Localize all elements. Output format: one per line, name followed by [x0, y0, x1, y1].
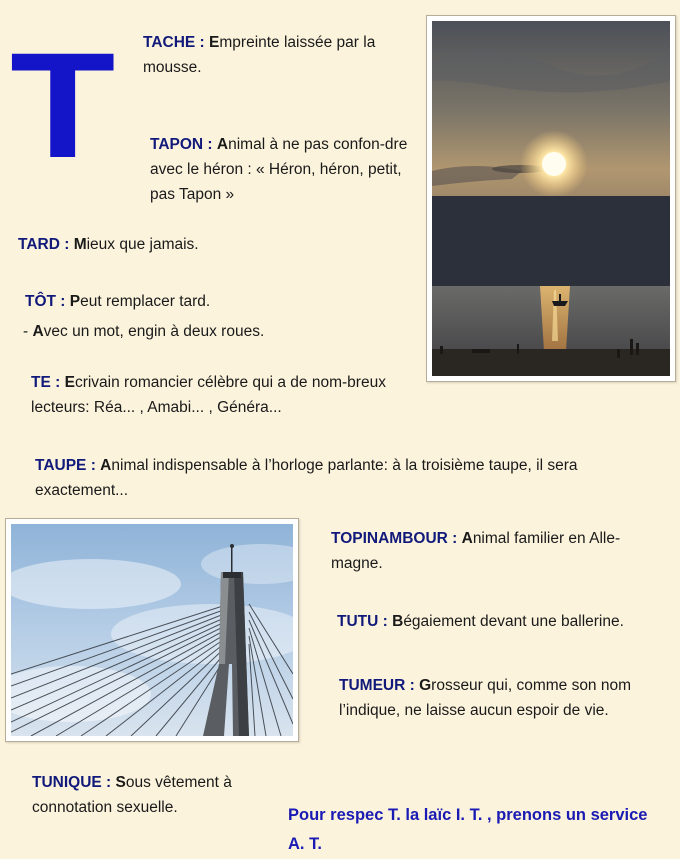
entry-tunique: [32, 770, 257, 820]
entry-first-letter: A: [461, 530, 473, 547]
sunset-photo: [426, 15, 676, 382]
entry-te: [31, 370, 386, 420]
entry-first-letter: G: [419, 677, 432, 694]
entry-definition: rosseur qui, comme son nom l’indique, ne laisse aucun espoir de vie.: [339, 677, 632, 719]
entry-definition: mpreinte laissée par la mousse.: [143, 34, 376, 76]
entry-tapon: [150, 132, 418, 207]
entry-first-letter: A: [100, 457, 112, 474]
entry-definition: ieux que jamais.: [86, 236, 199, 253]
entry-tache: [143, 30, 413, 80]
entry-first-letter: P: [69, 293, 81, 310]
entry-tot: [25, 287, 405, 347]
entry-topinambour: [331, 526, 661, 576]
entry-term: TÔT :: [25, 293, 66, 310]
bridge-image: [11, 524, 293, 736]
entry-first-letter: A: [216, 136, 229, 153]
entry-first-letter: E: [209, 34, 220, 51]
entry-term: TAPON :: [150, 136, 213, 153]
entry-term: TUMEUR :: [339, 677, 415, 694]
entry-definition: nimal familier en Alle-magne.: [331, 530, 621, 572]
entry-dash: -: [23, 323, 33, 340]
entry-first-letter: B: [392, 613, 404, 630]
entry-definition: ous vêtement à connotation sexuelle.: [32, 774, 232, 816]
entry-definition: égaiement devant une ballerine.: [403, 613, 624, 630]
entry-definition: crivain romancier célèbre qui a de nom-breux lecteurs: Réa... , Amabi... , Généra...: [31, 374, 386, 416]
entry-first-letter: S: [115, 774, 126, 791]
entry-tumeur: [339, 673, 644, 723]
entry-tard: [18, 232, 378, 257]
entry-term: TUNIQUE :: [32, 774, 112, 791]
entry-definition: nimal à ne pas confon-dre avec le héron : « Héron, héron, petit, pas Tapon »: [150, 136, 408, 203]
entry-term: TE :: [31, 374, 61, 391]
entry-definition-2: vec un mot, engin à deux roues.: [43, 323, 265, 340]
entry-term: TOPINAMBOUR :: [331, 530, 458, 547]
entry-first-letter: M: [73, 236, 87, 253]
entry-taupe: [35, 453, 665, 503]
entry-term: TUTU :: [337, 613, 388, 630]
entry-tutu: [337, 609, 667, 634]
sunset-image: [432, 21, 670, 376]
closing-slogan: Pour respec T. la laïc I. T. , prenons un service A. T.: [288, 806, 648, 853]
entry-definition: nimal indispensable à l’horloge parlante: à la troisième taupe, il sera exactement...: [35, 457, 578, 499]
entry-definition: eut remplacer tard.: [80, 293, 211, 310]
entry-first-letter: E: [64, 374, 75, 391]
entry-first-letter: A: [32, 323, 44, 340]
big-letter-t: T: [10, 21, 116, 189]
entry-term: TAUPE :: [35, 457, 96, 474]
bridge-photo: [5, 518, 299, 742]
entry-term: TACHE :: [143, 34, 205, 51]
entry-term: TARD :: [18, 236, 70, 253]
